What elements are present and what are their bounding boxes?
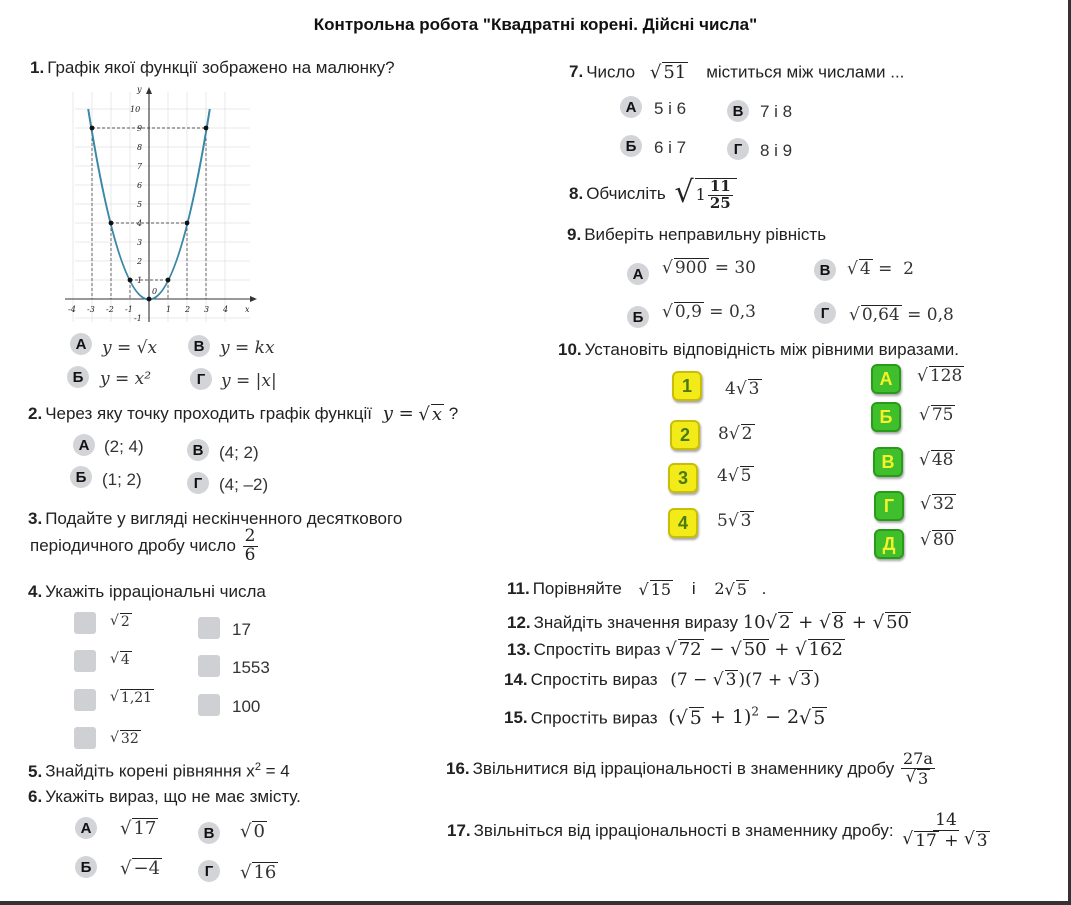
radicand: 3 [800,670,812,691]
checkbox[interactable] [198,655,220,677]
radicand: 80 [932,530,955,551]
option-text: √ 900 = 30 [662,258,756,279]
x-axis-label: x [245,305,250,314]
question-text: Спростіть вираз [530,708,658,728]
option-badge[interactable]: А [70,333,92,355]
radicand: 75 [931,405,954,426]
radicand: 3 [740,511,752,532]
question-tail: міститься між числами ... [706,62,905,82]
match-number[interactable]: 1 [672,371,702,401]
match-letter[interactable]: А [871,364,901,394]
question-number: 10. [558,340,582,359]
question-text: Обчисліть [586,184,666,204]
radicand: 16 [253,862,277,884]
option-text: 4 √ 3 [725,379,760,400]
radicand: 5 [813,706,826,729]
option-text: √ 128 [917,366,963,387]
radicand: 15 [650,579,672,599]
radicand: 48 [931,450,954,471]
coefficient: 4 [717,466,728,486]
question-3 [28,509,402,529]
option-text: √ 4 = 2 [847,259,914,280]
y-tick-label: 8 [137,143,143,152]
match-number[interactable]: 2 [670,420,700,450]
question-4 [28,582,266,602]
expression-part: (7 − [670,670,708,690]
fraction [243,528,258,565]
match-letter[interactable]: Д [874,529,904,559]
question-text: Звільнитися від ірраціональності в знаменнику дробу [472,759,895,779]
radicand: 0 [253,821,265,843]
radical: √ 1 $\frac{11}{25}$ [675,178,737,212]
question-1 [30,58,395,78]
coefficient: 2 [714,579,725,598]
checkbox[interactable] [74,650,96,672]
option-text: √ 17 [120,818,157,840]
question-number: 14. [504,670,528,689]
question-text: Знайдіть корені рівняння x [45,761,255,781]
radicand: 72 [678,639,702,661]
radicand: 3 [917,768,929,788]
question-number: 12. [507,613,531,632]
radicand: 32 [932,494,955,515]
option-text: 6 і 7 [654,138,687,157]
option-text: √ 48 [919,450,954,471]
option-text: y = |x| [221,371,277,391]
match-letter[interactable]: В [873,447,903,477]
radicand: 8 [832,612,845,634]
page-border-bottom [0,901,1071,905]
option-text: √ 16 [240,862,277,884]
graph-grid [73,92,250,322]
option-text: √ 0 [240,821,265,843]
question-number: 9. [567,225,582,244]
radicand: 900 [674,258,708,279]
option-text: √ 2 [110,613,130,630]
x-tick-label: -2 [106,305,114,314]
checkbox[interactable] [198,617,220,639]
option-badge[interactable]: В [187,439,209,461]
function-lhs: y = [382,403,414,424]
option-text: √ 4 [110,651,130,668]
coefficient: 5 [717,511,728,531]
option-text: (1; 2) [102,470,142,489]
question-7 [569,62,904,84]
option-rhs: = 0,8 [907,305,954,325]
x-tick-label: -3 [87,305,95,314]
radicand: 5 [689,706,702,729]
radicand: 2 [741,424,753,445]
option-badge[interactable]: Б [70,466,92,488]
option-text: √ 80 [920,530,955,551]
question-number: 4. [28,582,43,601]
option-text: 7 і 8 [760,102,793,121]
radicand: 50 [743,639,767,661]
question-tail: = 4 [260,761,290,781]
operator: + [798,612,814,633]
x-tick-label: 3 [204,305,210,314]
question-number: 11. [507,579,530,598]
y-tick-label: 4 [137,219,143,228]
operator: + [944,830,959,851]
radicand: 0,9 [674,302,702,323]
option-rhs: = 30 [714,258,756,278]
option-text: 4 √ 5 [717,466,752,487]
question-6 [28,787,301,807]
match-number[interactable]: 4 [668,508,698,538]
question-number: 2. [28,404,43,423]
option-text: 1553 [232,658,270,677]
exponent: 2 [751,705,760,719]
question-text: Спростіть вираз [533,640,661,659]
option-text: √ 75 [919,405,954,426]
question-number: 3. [28,509,43,528]
option-badge[interactable]: Б [75,856,97,878]
option-text: y = x² [100,369,152,389]
page-title: Контрольна робота "Квадратні корені. Дійсні числа" [313,15,758,34]
option-text: (2; 4) [104,437,144,456]
option-badge[interactable]: Б [67,366,89,388]
option-text: 17 [232,620,251,639]
fraction [708,179,733,212]
question-number: 13. [507,640,531,659]
radicand: 3 [748,379,760,400]
question-5 [28,761,290,782]
option-text: 5 і 6 [654,99,687,118]
option-text: √ 1,21 [110,689,153,706]
y-tick-label: -1 [134,314,142,323]
expression-part: )(7 + [738,670,783,690]
expression-part: ( [668,706,676,729]
y-tick-label: 7 [137,162,143,171]
question-text: Число [586,62,636,82]
y-axis-arrow [146,87,152,94]
radicand: 17 [133,818,157,840]
option-badge[interactable]: А [75,817,97,839]
question-text: Спростіть вираз [530,670,658,689]
option-badge[interactable]: Г [187,472,209,494]
checkbox[interactable] [74,612,96,634]
y-tick-label: 5 [137,200,143,209]
radical: √ 15 [638,579,672,599]
question-number: 5. [28,761,43,781]
radicand: 3 [976,830,988,851]
question-text: Укажіть ірраціональні числа [45,582,266,601]
question-text: Через яку точку проходить графік функції [45,404,372,423]
option-badge[interactable]: В [814,259,836,281]
option-text: √ 0,64 = 0,8 [849,305,954,326]
option-text: 8 і 9 [760,141,793,160]
radical: √ 5 [724,579,747,599]
option-text: 8 √ 2 [718,424,753,445]
question-text: Звільніться від ірраціональності в знаменнику дробу: [473,821,894,841]
radicand: 128 [929,366,963,387]
option-text: y = √x [102,338,158,358]
option-text: (4; 2) [219,443,259,462]
option-rhs: = 0,3 [709,302,756,322]
match-letter[interactable]: Г [874,491,904,521]
x-tick-label: 4 [223,305,229,314]
question-10 [558,340,959,360]
option-badge[interactable]: Г [814,302,836,324]
expression-part: + 1) [709,706,752,729]
question-tail: ? [448,404,459,423]
question-14: 14. Спростіть вираз (7 − √ 3 )(7 + √ 3 ) [504,670,820,691]
option-text: (4; –2) [219,475,269,494]
question-tail: . [761,579,767,598]
fraction-numerator: 14 [935,810,957,830]
radicand: 51 [663,62,687,83]
question-number: 17. [447,821,471,841]
checkbox[interactable] [74,689,96,711]
x-tick-label: 2 [185,305,191,314]
coefficient: 10 [742,612,766,633]
question-8 [569,175,737,212]
y-axis-label: y [137,85,142,94]
radicand: 50 [886,612,909,634]
option-badge[interactable]: А [627,263,649,285]
x-tick-label: -4 [68,305,76,314]
question-number: 1. [30,58,45,77]
checkbox[interactable] [74,727,96,749]
radicand: 2 [779,612,791,634]
question-text: Знайдіть значення виразу [533,613,738,632]
option-text: √ 0,9 = 0,3 [662,302,756,323]
question-number: 6. [28,787,43,806]
question-3-line-2 [30,528,260,565]
option-text: y = kx [220,338,275,358]
radicand: 5 [740,466,752,487]
y-tick-label: 1 [137,276,143,285]
coefficient: 8 [718,424,729,444]
operator: − [709,639,725,660]
radicand: 32 [120,731,139,747]
question-9 [567,225,826,245]
radical: √ x [418,403,443,425]
operator: + [851,612,867,633]
option-badge[interactable]: Г [198,860,220,882]
fraction: 27a √ 3 [902,749,933,788]
option-badge[interactable]: В [188,335,210,357]
operator: + [774,639,790,660]
question-number: 8. [569,184,584,204]
question-number: 7. [569,62,584,82]
question-16 [446,751,937,788]
radicand: 4 [120,652,130,668]
match-number[interactable]: 3 [668,463,698,493]
question-12: 12. Знайдіть значення виразу 10 √ 2 + √ 8 + √ 50 [507,612,909,634]
question-2 [28,403,458,425]
expression-part: ) [813,670,820,690]
y-tick-label: 10 [130,105,141,114]
question-text: Подайте у вигляді нескінченного десяткового [45,509,403,528]
question-number: 15. [504,708,528,728]
question-text: Порівняйте [532,579,622,598]
option-badge[interactable]: Б [620,135,642,157]
question-11 [507,579,766,599]
separator: і [691,579,696,598]
question-text: Укажіть вираз, що не має змісту. [45,787,301,806]
y-tick-label: 9 [137,124,143,133]
option-badge[interactable]: Б [627,306,649,328]
question-text: Графік якої функції зображено на малюнку? [47,58,395,77]
x-tick-label: 1 [166,305,172,314]
radical: √ 51 [649,62,687,83]
x-axis-arrow [250,296,257,302]
parabola-graph [60,82,260,327]
option-badge[interactable]: А [73,434,95,456]
radicand: 5 [736,579,747,599]
radicand: 2 [120,614,130,630]
question-15: 15. Спростіть вираз ( √ 5 + 1)$^2$ − 2 √ 5 [504,705,826,729]
question-text: Виберіть неправильну рівність [584,225,827,244]
radicand: x [431,403,443,425]
y-tick-label: 6 [137,181,143,190]
question-13: 13. Спростіть вираз √ 72 − √ 50 + √ 162 [507,639,843,661]
radicand: 1,21 [120,690,153,706]
question-text: Установіть відповідність між рівними виразами. [584,340,960,359]
question-17 [447,812,994,851]
option-rhs: = 2 [878,259,914,279]
y-tick-label: 2 [137,257,143,266]
x-tick-label: -1 [125,305,133,314]
option-badge[interactable]: А [620,96,642,118]
whole-part: 1 [695,185,706,205]
option-text: √ 32 [920,494,955,515]
radicand: 0,64 [861,305,900,326]
question-number: 16. [446,759,470,779]
option-text: 100 [232,697,261,716]
option-text: 5 √ 3 [717,511,752,532]
radicand: 17 [915,830,937,851]
fraction-numerator: 2 [244,526,256,546]
question-text: періодичного дробу число [30,535,236,555]
option-badge[interactable]: В [198,822,220,844]
option-text: √ −4 [120,858,161,880]
fraction-numerator: 11 [709,177,731,195]
option-badge[interactable]: Г [727,138,749,160]
fraction-denominator: 6 [244,544,256,565]
radicand: 4 [859,259,871,280]
fraction-numerator: 27a [902,749,933,768]
radicand: 3 [725,670,737,691]
option-badge[interactable]: В [727,100,749,122]
radicand: −4 [133,858,161,880]
fraction-denominator: 25 [709,193,731,212]
coefficient: 4 [725,379,736,399]
match-letter[interactable]: Б [871,402,901,432]
option-text: √ 32 [110,730,139,747]
option-badge[interactable]: Г [190,368,212,390]
fraction: 14 √ 17 + √ 3 [902,810,988,851]
superscript: 2 [254,761,261,773]
radicand: 162 [808,639,843,661]
origin-label: 0 [152,287,158,296]
expression-part: − 2 [765,706,800,729]
checkbox[interactable] [198,694,220,716]
y-tick-label: 3 [137,238,143,247]
